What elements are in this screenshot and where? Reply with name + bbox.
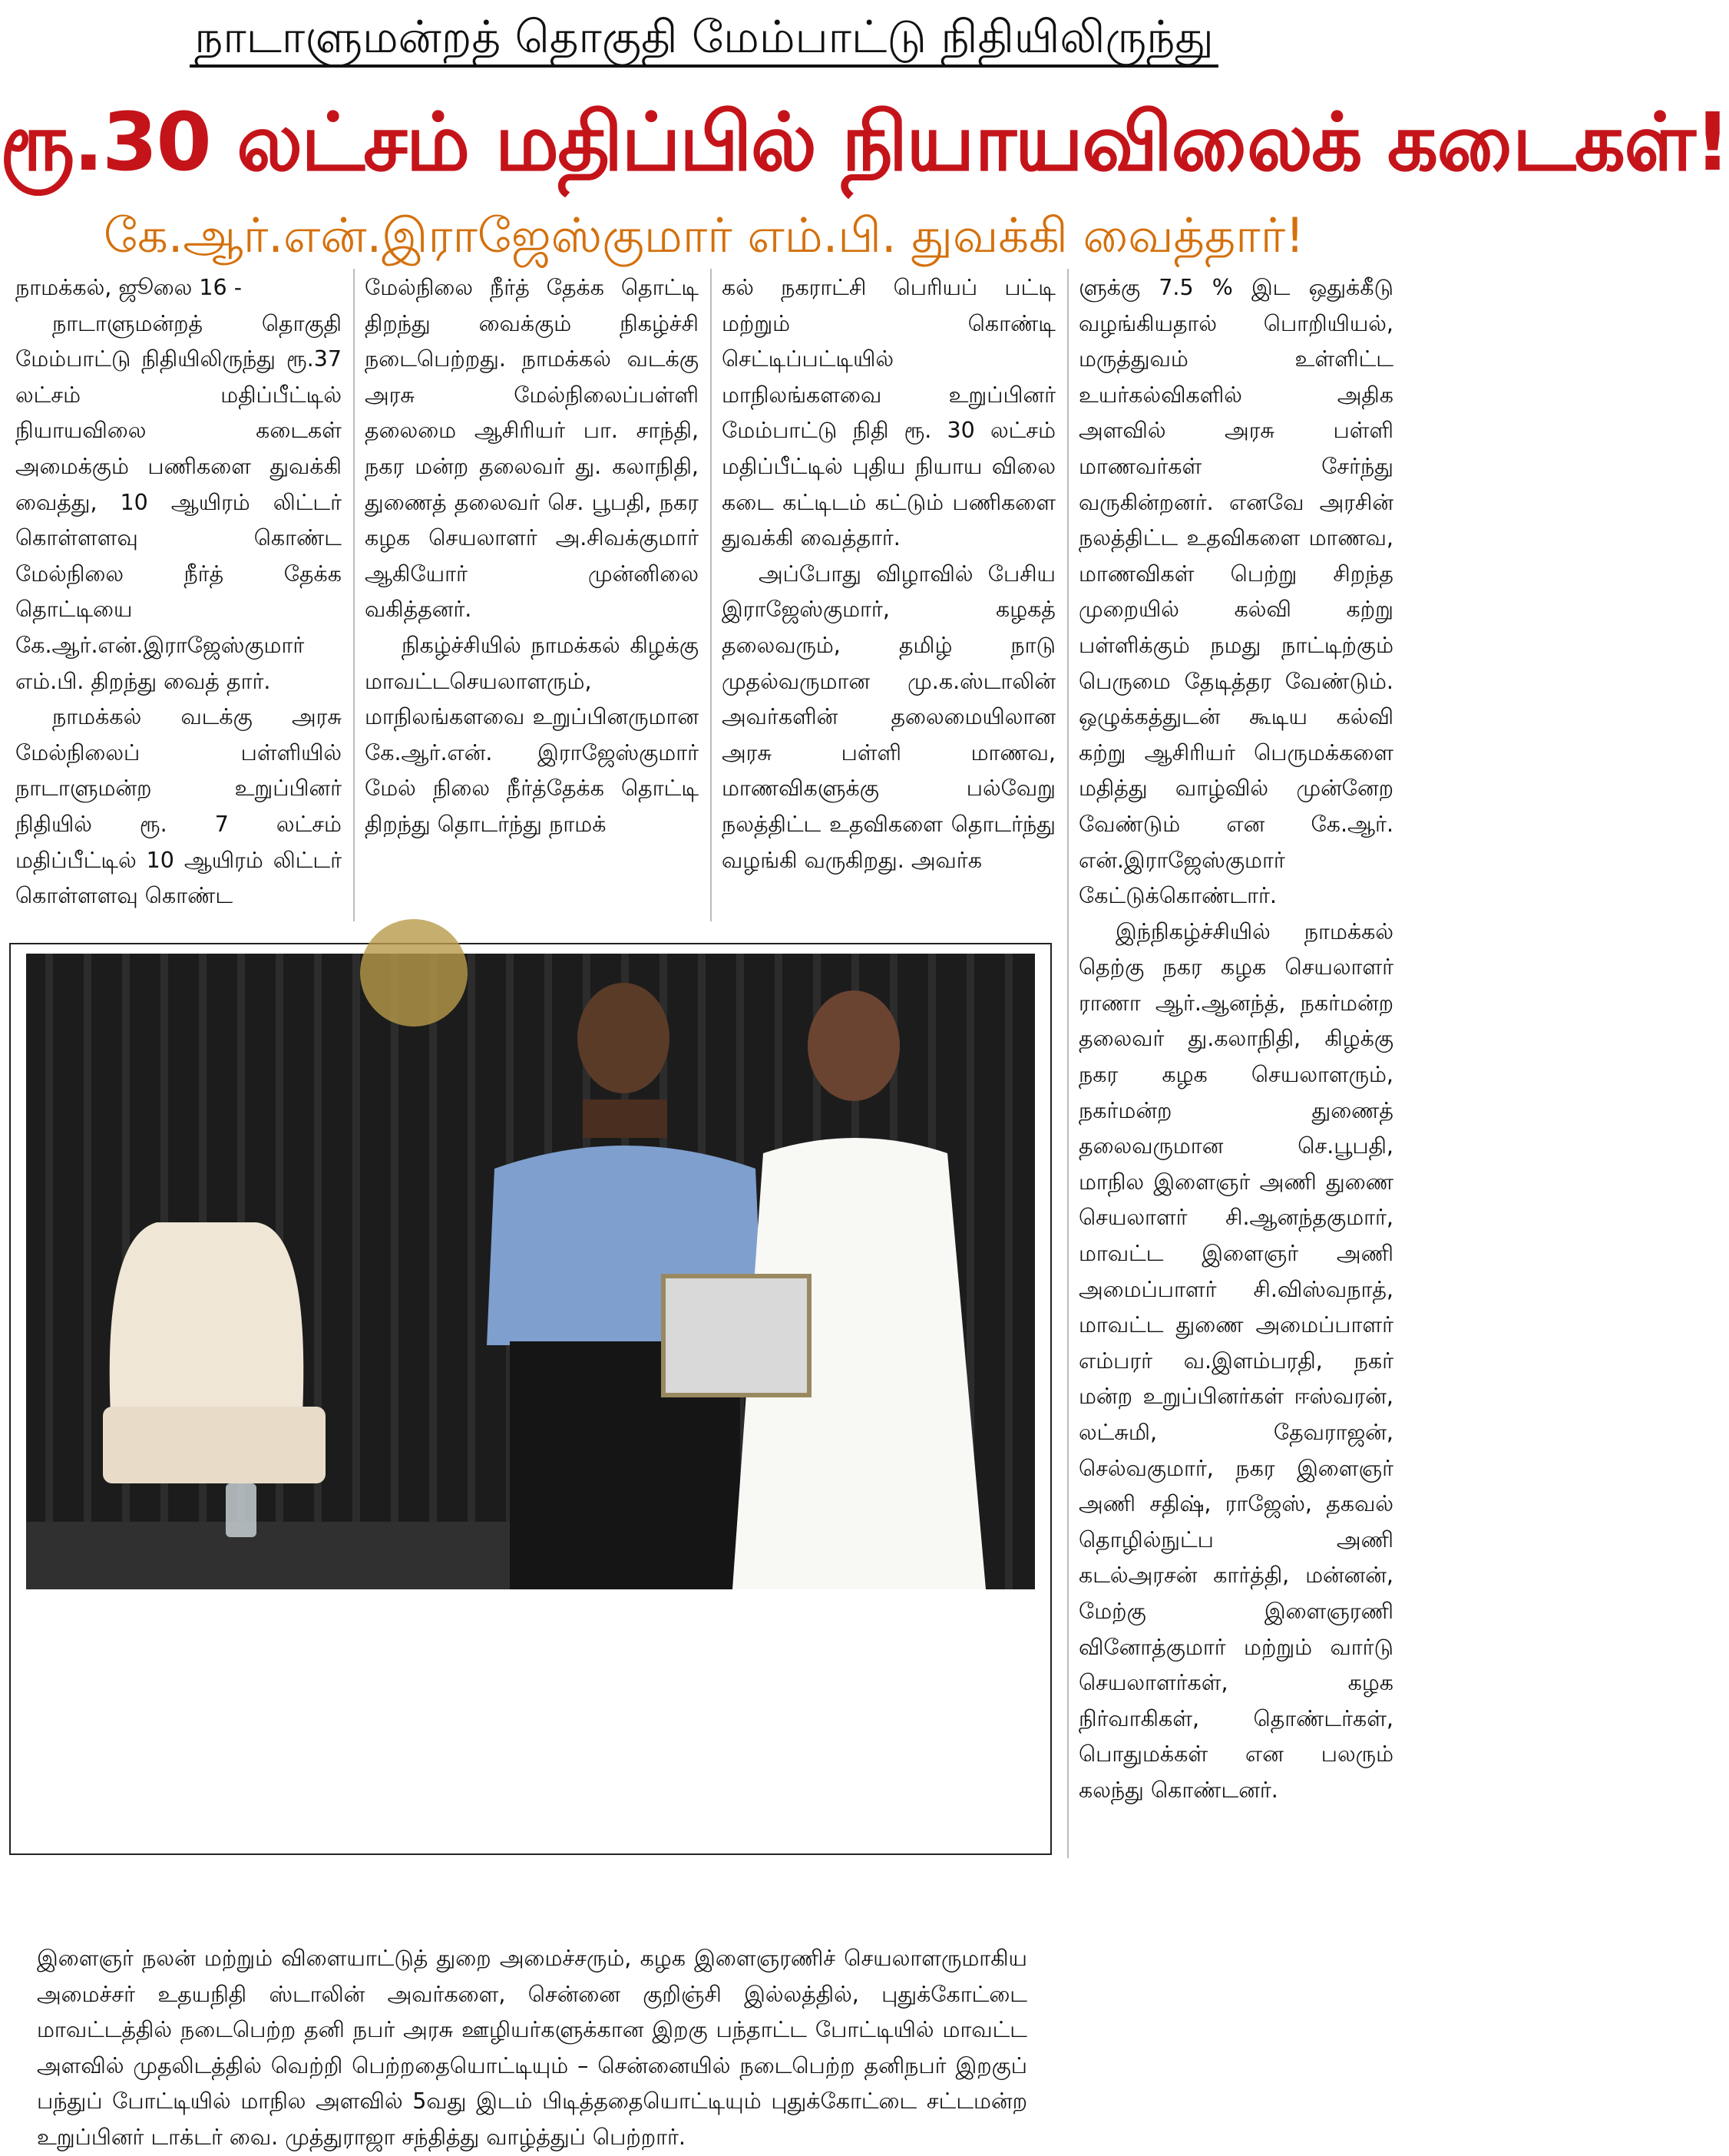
paragraph: ளுக்கு 7.5 % இட ஒதுக்கீடு வழங்கியதால் பொறியியல், மருத்துவம் உள்ளிட்ட உயர்கல்விகளில் அதிக அளவில் அரசு பள்ளி மாணவர்கள் சேர்ந்து வருகின்றனர். எனவே அரசின் நலத்திட்ட உதவிகளை மாணவ, மாணவிகள் பெற்று சிறந்த முறையில் கல்வி கற்று பள்ளிக்கும் நமது நாட்டிற்கும் பெருமை தேடித்தர வேண்டும். ஒழுக்கத்துடன் கூடிய கல்வி கற்று ஆசிரியர் பெருமக்களை மதித்து வாழ்வில் முன்னேற வேண்டும் என கே.ஆர். என்.இராஜேஸ்குமார் கேட்டுக்கொண்டார்.	[1079, 275, 1393, 909]
article-column-1	[15, 270, 342, 923]
paragraph: மேல்நிலை நீர்த் தேக்க தொட்டி திறந்து வைக்கும் நிகழ்ச்சி நடைபெற்றது. நாமக்கல் வடக்கு அரசு மேல்நிலைப்பள்ளி தலைமை ஆசிரியர் பா. சாந்தி, நகர மன்ற தலைவர் து. கலாநிதி, துணைத் தலைவர் செ. பூபதி, நகர கழக செயலாளர் அ.சிவக்குமார் ஆகியோர் முன்னிலை வகித்தனர்.	[365, 275, 699, 623]
paragraph: கல் நகராட்சி பெரியப் பட்டி மற்றும் கொண்டி செட்டிப்பட்டியில் மாநிலங்களவை உறுப்பினர் மேம்பாட்டு நிதி ரூ. 30 லட்சம் மதிப்பீட்டில் புதிய நியாய விலை கடை கட்டிடம் கட்டும் பணிகளை துவக்கி வைத்தார்.	[722, 275, 1056, 551]
column-divider	[1067, 269, 1069, 1858]
photo-caption: இளைஞர் நலன் மற்றும் விளையாட்டுத் துறை அமைச்சரும், கழக இளைஞரணிச் செயலாளருமாகிய அமைச்சர் உதயநிதி ஸ்டாலின் அவர்களை, சென்னை குறிஞ்சி இல்லத்தில், புதுக்கோட்டை மாவட்டத்தில் நடைபெற்ற தனி நபர் அரசு ஊழியர்களுக்கான இறகு பந்தாட்ட போட்டியில் மாவட்ட அளவில் முதலிடத்தில் வெற்றி பெற்றதையொட்டியும் – சென்னையில் நடைபெற்ற தனிநபர் இறகுப் பந்துப் போட்டியில் மாநில அளவில் 5வது இடம் பிடித்ததையொட்டியும் புதுக்கோட்டை சட்டமன்ற உறுப்பினர் டாக்டர் வை. முத்துராஜா சந்தித்து வாழ்த்துப் பெற்றார்.	[37, 1946, 1027, 2150]
article-column-3	[722, 270, 1056, 923]
paragraph: இந்நிகழ்ச்சியில் நாமக்கல் தெற்கு நகர கழக செயலாளர் ராணா ஆர்.ஆனந்த், நகர்மன்ற தலைவர் து.கலாநிதி, கிழக்கு நகர கழக செயலாளரும், நகர்மன்ற துணைத் தலைவருமான செ.பூபதி, மாநில இளைஞர் அணி துணை செயலாளர் சி.ஆனந்தகுமார், மாவட்ட இளைஞர் அணி அமைப்பாளர் சி.விஸ்வநாத், மாவட்ட துணை அமைப்பாளர் எம்பரர் வ.இளம்பரதி, நகர் மன்ற உறுப்பினர்கள் ஈஸ்வரன், லட்சுமி, தேவராஜன், செல்வகுமார், நகர இளைஞர் அணி சதிஷ், ராஜேஸ், தகவல் தொழில்நுட்ப அணி கடல்அரசன் கார்த்தி, மன்னன், மேற்கு இளைஞரணி வினோத்குமார் மற்றும் வார்டு செயலாளர்கள், கழக நிர்வாகிகள், தொண்டர்கள், பொதுமக்கள் என பலரும் கலந்து கொண்டனர்.	[1079, 918, 1393, 1803]
paragraph: நாடாளுமன்றத் தொகுதி மேம்பாட்டு நிதியிலிருந்து ரூ.37 லட்சம் மதிப்பீட்டில் நியாயவிலை கடைகள் அமைக்கும் பணிகளை துவக்கி வைத்து, 10 ஆயிரம் லிட்டர் கொள்ளளவு கொண்ட மேல்நிலை நீர்த் தேக்க தொட்டியை கே.ஆர்.என்.இராஜேஸ்குமார் எம்.பி. திறந்து வைத் தார்.	[15, 310, 342, 694]
paragraph: அப்போது விழாவில் பேசிய இராஜேஸ்குமார், கழகத் தலைவரும், தமிழ் நாடு முதல்வருமான மு.க.ஸ்டாலின் அவர்களின் தலைமையிலான அரசு பள்ளி மாணவ, மாணவிகளுக்கு பல்வேறு நலத்திட்ட உதவிகளை தொடர்ந்து வழங்கி வருகிறது. அவர்க	[722, 560, 1056, 873]
dateline: நாமக்கல், ஜூலை 16 -	[15, 275, 243, 300]
article-column-2	[365, 270, 699, 923]
column-divider	[353, 269, 355, 921]
column-divider	[710, 269, 712, 921]
paragraph: நிகழ்ச்சியில் நாமக்கல் கிழக்கு மாவட்டசெயலாளரும், மாநிலங்களவை உறுப்பினருமான கே.ஆர்.என். இராஜேஸ்குமார் மேல் நிலை நீர்த்தேக்க தொட்டி திறந்து தொடர்ந்து நாமக்	[365, 632, 699, 837]
kicker-header	[0, 6, 1408, 68]
article-column-4	[1079, 270, 1393, 1860]
paragraph: நாமக்கல் வடக்கு அரசு மேல்நிலைப் பள்ளியில் நாடாளுமன்ற உறுப்பினர் நிதியில் ரூ. 7 லட்சம் மதிப்பீட்டில் 10 ஆயிரம் லிட்டர் கொள்ளளவு கொண்ட	[15, 704, 342, 909]
news-photo	[26, 954, 1035, 1589]
kicker-text: நாடாளுமன்றத் தொகுதி மேம்பாட்டு நிதியிலிருந்து	[190, 11, 1218, 68]
photo-frame	[9, 943, 1052, 2150]
subheadline: கே.ஆர்.என்.இராஜேஸ்குமார் எம்.பி. துவக்கி வைத்தார்!	[104, 207, 1304, 263]
headline: ரூ.30 லட்சம் மதிப்பில் நியாயவிலைக் கடைகள்!	[0, 95, 1729, 189]
photo-illustration	[26, 954, 1035, 1589]
